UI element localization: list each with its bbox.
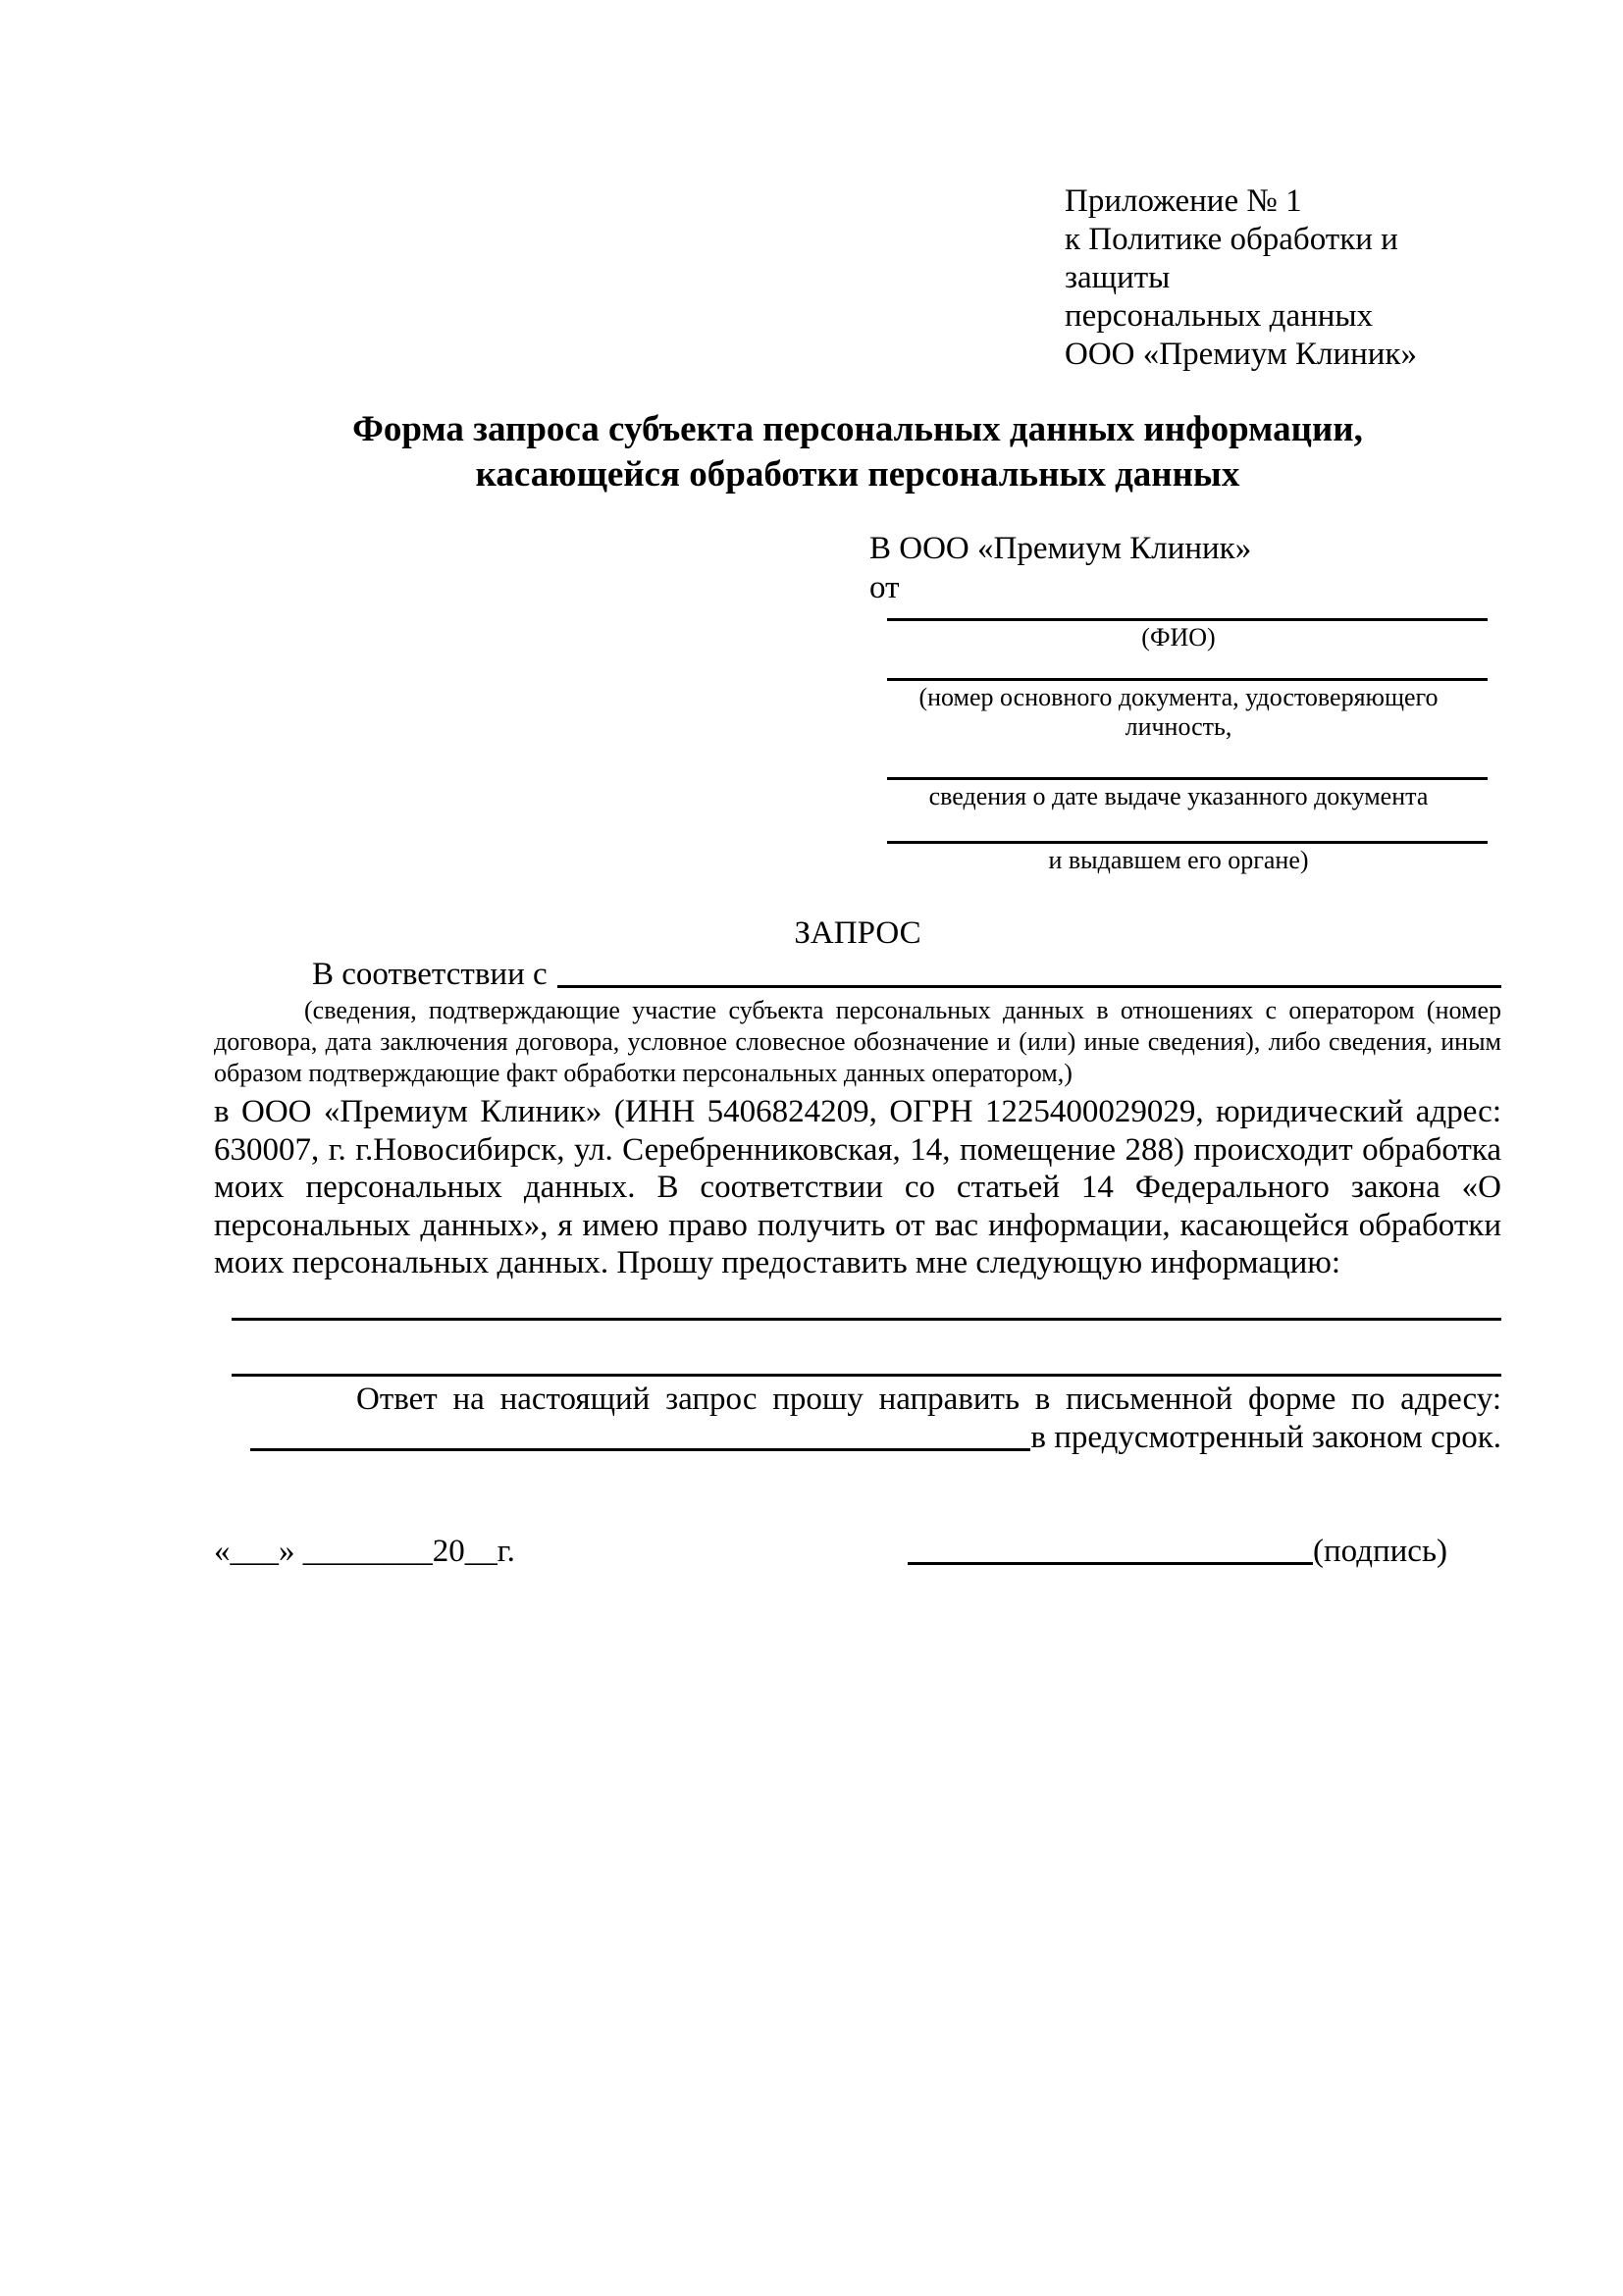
form-title-line-2: касающейся обработки персональных данных (475, 454, 1240, 495)
reply-term-row (214, 1418, 1501, 1457)
footer-row (214, 1532, 1501, 1571)
request-body-paragraph: в ООО «Премиум Клиник» (ИНН 5406824209, ОГРН 1225400029029, юридический адрес: 630007, г. г.Новосибирск, ул. Серебренниковская, 14, помещение 288) происходит обработка моих персональных данных. В соответствии со статьей 14 Федерального закона «О персональных данных», я имею право получить от вас информации, касающейся обработки моих персональных данных. Прошу предоставить мне следующую информацию: (214, 1094, 1501, 1280)
doc-number-blank-line (887, 678, 1488, 681)
signature-group (908, 1532, 1447, 1571)
form-title (214, 407, 1501, 497)
accordance-label: В соответствии с (312, 957, 548, 992)
doc-issue-date-caption: сведения о дате выдаче указанного документа (928, 782, 1429, 810)
document-content (214, 0, 1501, 1571)
doc-issuer-blank-line (887, 841, 1488, 844)
date-blank-line: «___» ________20__г. (214, 1533, 515, 1569)
addressee-from-label: от (869, 570, 900, 605)
accordance-blank-line (557, 956, 1501, 988)
signature-caption: (подпись) (1313, 1533, 1447, 1569)
signature-blank-line (908, 1532, 1313, 1565)
reply-address-blank-line (250, 1418, 1030, 1451)
appendix-line-4: ООО «Премиум Клиник» (1065, 337, 1417, 372)
fio-caption: (ФИО) (1141, 623, 1216, 652)
accordance-row (214, 956, 1501, 993)
reply-address-sentence: Ответ на настоящий запрос прошу направить в письменной форме по адресу: (356, 1381, 1501, 1417)
info-blank-line-2 (232, 1321, 1501, 1377)
doc-issuer-caption: и выдавшем его органе) (1048, 846, 1309, 874)
appendix-line-1: Приложение № 1 (1065, 183, 1302, 219)
doc-issue-date-blank-line (887, 777, 1488, 780)
appendix-block (1065, 0, 1501, 374)
info-blank-line-1 (232, 1282, 1501, 1321)
form-title-line-1: Форма запроса субъекта персональных данных информации, (352, 409, 1363, 449)
addressee-block (869, 529, 1488, 875)
appendix-line-3: персональных данных (1065, 298, 1374, 334)
appendix-line-2: к Политике обработки и защиты (1065, 222, 1398, 295)
doc-number-caption: (номер основного документа, удостоверяющего личность, (918, 683, 1439, 741)
fio-blank-line (887, 618, 1488, 621)
addressee-to: В ООО «Премиум Клиник» (869, 531, 1252, 566)
accordance-note: (сведения, подтверждающие участие субъекта персональных данных в отношениях с оператором (номер договора, дата заключения договора, условное словесное обозначение и (или) иные сведения), либо сведения, иным образом подтверждающие факт обработки персональных данных оператором,) (214, 996, 1501, 1087)
request-heading: ЗАПРОС (794, 915, 921, 951)
reply-term-text: в предусмотренный законом срок. (1030, 1419, 1501, 1455)
